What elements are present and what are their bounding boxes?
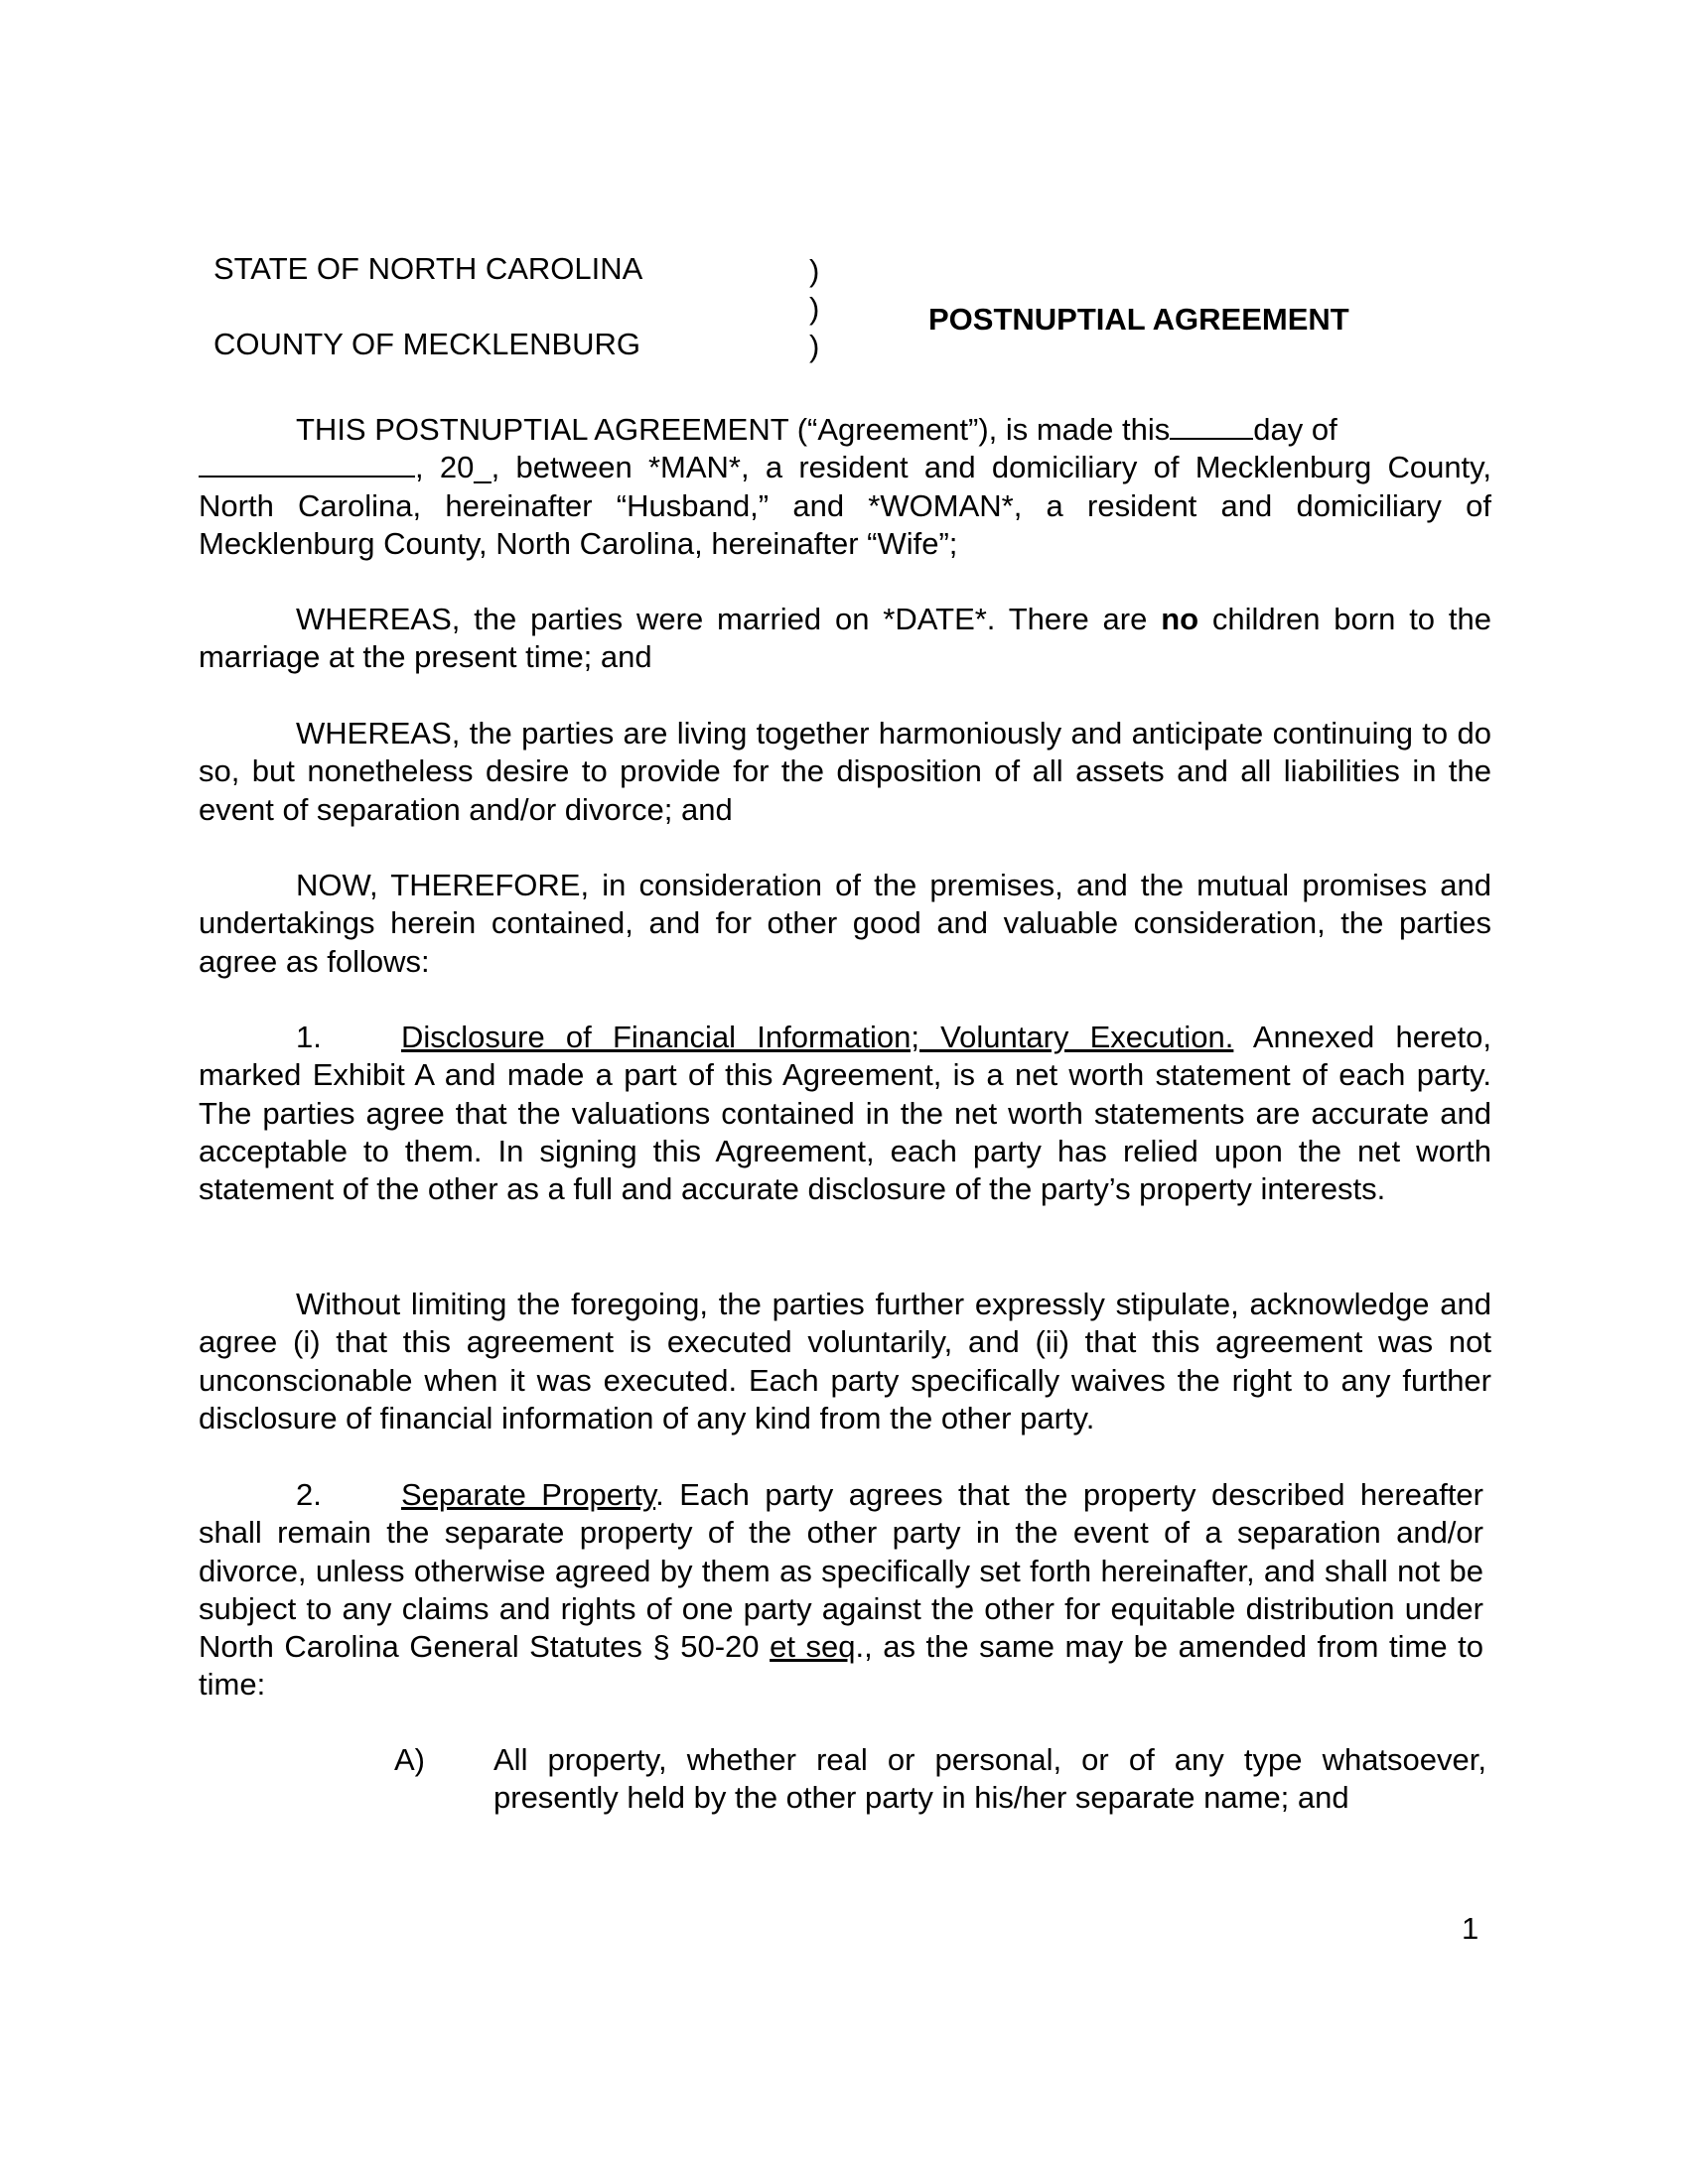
now-therefore-text: NOW, THEREFORE, in consideration of the premises, and the mutual promises and undertakings herein contained, and for other good and valuable consideration, the parties agree as follows: <box>199 868 1491 979</box>
intro-text-3: , 20_, between *MAN*, a resident and domiciliary of Mecklenburg County, North Carolina, hereinafter “Husband,” and *WOMAN*, a resident and domiciliary of Mecklenburg County, North Carolina, hereinafter “Wife”; <box>199 450 1491 561</box>
intro-text-2: day of <box>1253 412 1337 447</box>
whereas-1-tail: children born to the marriage at the present time; and <box>199 602 1491 675</box>
caption-state: STATE OF NORTH CAROLINA <box>213 251 643 286</box>
intro-text-1: THIS POSTNUPTIAL AGREEMENT (“Agreement”), is made this <box>296 412 1171 447</box>
section-1-heading: Disclosure of Financial Information; Voluntary Execution. <box>401 1020 1234 1054</box>
section-1-paragraph <box>199 1019 1491 1208</box>
caption-paren: ) <box>809 291 820 326</box>
caption-paren: ) <box>809 253 820 288</box>
whereas-paragraph-1 <box>199 601 1491 677</box>
caption-county: COUNTY OF MECKLENBURG <box>213 327 641 361</box>
list-item-a-label: A) <box>394 1742 425 1777</box>
day-blank <box>1170 414 1253 440</box>
section-2-tail: ., as the same may be amended from time to time: <box>199 1629 1483 1703</box>
document-title: POSTNUPTIAL AGREEMENT <box>928 302 1349 337</box>
section-1-text: Annexed hereto, marked Exhibit A and made a part of this Agreement, is a net worth statement of each party. The parties agree that the valuations contained in the net worth statements are accurate and acceptable to them. In signing this Agreement, each party has relied upon the net worth statement of the other as a full and accurate disclosure of the party’s property interests. <box>199 1020 1491 1207</box>
whereas-1-bold: no <box>1161 602 1199 636</box>
intro-paragraph <box>199 411 1491 563</box>
caption-paren: ) <box>809 329 820 363</box>
whereas-paragraph-2 <box>199 715 1491 829</box>
section-2-number: 2. <box>296 1477 322 1512</box>
section-1-number: 1. <box>296 1020 322 1054</box>
page-number: 1 <box>1462 1911 1479 1946</box>
et-seq-citation: et seq <box>770 1629 856 1665</box>
section-1-continuation <box>199 1286 1491 1437</box>
now-therefore-paragraph <box>199 867 1491 981</box>
section-1-continuation-text: Without limiting the foregoing, the parties further expressly stipulate, acknowledge and agree (i) that this agreement is executed voluntarily, and (ii) that this agreement was not unconscionable when it was executed. Each party specifically waives the right to any further disclosure of financial information of any kind from the other party. <box>199 1287 1491 1435</box>
section-2-paragraph <box>199 1476 1483 1705</box>
month-blank <box>199 452 415 478</box>
section-2-heading: Separate Property <box>401 1477 656 1512</box>
whereas-2-text: WHEREAS, the parties are living together harmoniously and anticipate continuing to do so, but nonetheless desire to provide for the disposition of all assets and all liabilities in the event of separation and/or divorce; and <box>199 716 1491 827</box>
whereas-1-text: WHEREAS, the parties were married on *DATE*. There are <box>296 602 1162 636</box>
list-item-a-text: All property, whether real or personal, or of any type whatsoever, presently held by the other party in his/her separate name; and <box>493 1742 1486 1816</box>
list-item-a <box>394 1741 1486 1818</box>
section-2-text: . Each party agrees that the property described hereafter shall remain the separate property of the other party in the event of a separation and/or divorce, unless otherwise agreed by them as specifically set forth hereinafter, and shall not be subject to any claims and rights of one party against the other for equitable distribution under North Carolina General Statutes § 50-20 <box>199 1477 1483 1665</box>
